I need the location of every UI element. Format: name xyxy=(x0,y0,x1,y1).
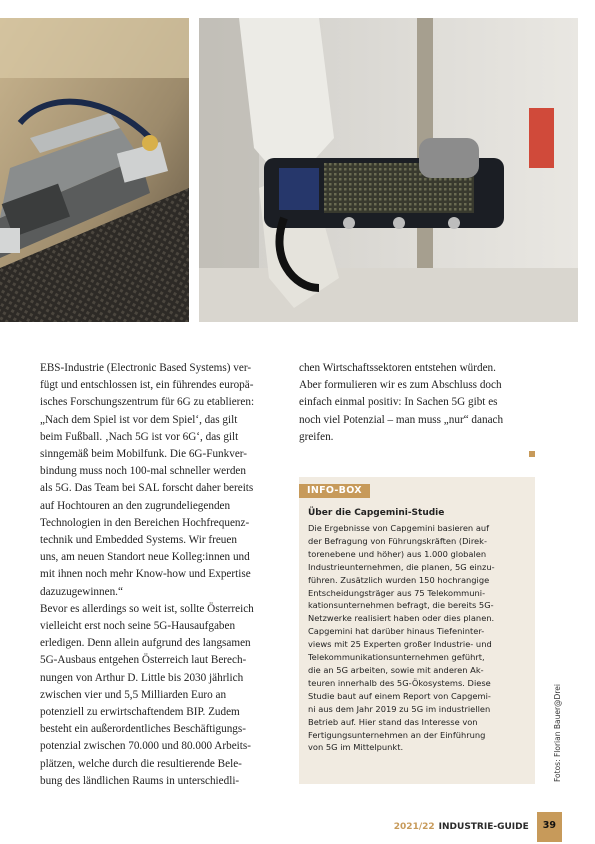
info-box-tag: INFO-BOX xyxy=(299,484,370,498)
photo-machine-vise xyxy=(0,18,189,322)
photo-machine-vise-graphic xyxy=(0,18,189,322)
footer-publication-label: INDUSTRIE-GUIDE xyxy=(438,822,529,832)
info-box-body: Die Ergebnisse von Capgemini basieren auf der Befragung von Führungskräften (Direk- torenebene und höher) aus 1.000 globalen Industrieunternehmen, die planen, 5G einzu- führen. Zusätzlich wurden 150 hochrangige Entscheidungsträger aus 75 Telekommuni- kationsunternehmen befragt, die bereits 5G- Netzwerke realisiert haben oder dies planen. Capgemini hat darüber hinaus Tiefeninter- views mit 25 Experten großer Industrie- und Telekommunikationsunternehmen geführt, die an 5G arbeiten, sowie mit anderen Ak- teuren innerhalb des 5G-Ökosystems. Diese Studie baut auf einem Report von Capgemi- ni aus dem Jahr 2019 zu 5G im industriellen Betrieb auf. Hier stand das Interesse von Fertigungsunternehmen an der Einführung von 5G im Mittelpunkt. xyxy=(308,523,495,753)
article-end-mark-icon xyxy=(529,451,535,457)
page-number: 39 xyxy=(537,812,562,842)
photo-robot-arm-graphic xyxy=(199,18,578,322)
article-end-row xyxy=(299,446,535,463)
article-column-right xyxy=(299,360,535,463)
photo-credit: Fotos: Florian Bauer@Drei xyxy=(553,684,562,782)
footer-year: 2021/22 xyxy=(393,822,435,832)
page-footer xyxy=(394,812,562,842)
article-text-left: EBS-Industrie (Electronic Based Systems) ver- fügt und entschlossen ist, ein führendes europä- isches Forschungszentrum für 6G zu etablieren: „Nach dem Spiel ist vor dem Spiel‘, das gilt beim Fußball. ‚Nach 5G ist vor 6G‘, das gilt sinngemäß beim Mobilfunk. Die 6G-Funkver- bindung muss noch 100-mal schneller werden als 5G. Das Team bei SAL forscht daher bereits auf Hochtouren an den zugrundeliegenden Technologien in den Bereichen Hochfrequenz- technik und Embedded Systems. Wir freuen uns, am neuen Standort neue Kolleg:innen und mit ihnen noch mehr Know-how und Expertise dazuzugewinnen.“ Bevor es allerdings so weit ist, sollte Österreich vielleicht erst noch seine 5G-Hausaufgaben erledigen. Denn allein aufgrund des langsamen 5G-Ausbaus entgehen Österreich laut Berech- nungen von Arthur D. Little bis 2030 jährlich zwischen vier und 5,5 Milliarden Euro an potenziell zu erwirtschaftendem BIP. Zudem besteht ein außerordentliches Beschäftigungs- potenzial zwischen 70.000 und 80.000 Arbeits- plätzen, welche durch die resultierende Bele- bung des ländlichen Raums in unterschiedli- xyxy=(40,362,255,787)
article-text-right: chen Wirtschaftssektoren entstehen würden. Aber formulieren wir es zum Abschluss doch einfach einmal positiv: In Sachen 5G gibt es noch viel Potenzial – man muss „nur“ danach greifen. xyxy=(299,362,504,443)
info-box xyxy=(299,477,535,784)
photo-robot-arm-gripper xyxy=(199,18,578,322)
info-box-title: Über die Capgemini-Studie xyxy=(308,508,445,518)
article-column-left xyxy=(40,360,275,790)
